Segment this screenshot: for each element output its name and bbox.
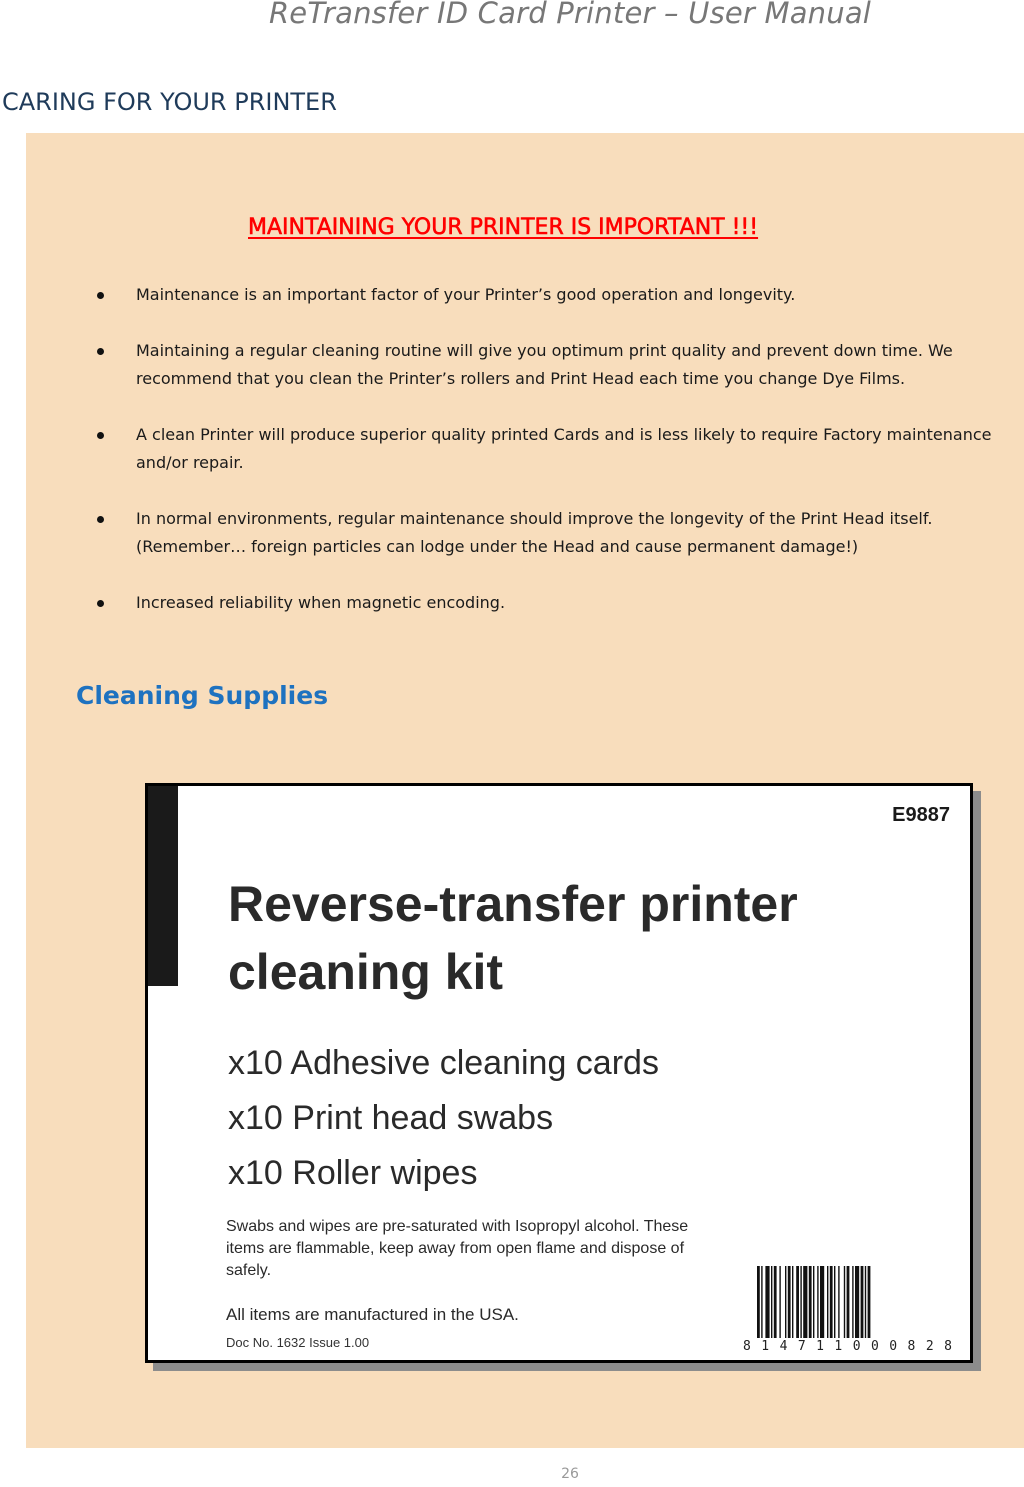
- barcode: [743, 1266, 953, 1356]
- barcode-digit: 4: [779, 1339, 789, 1354]
- kit-code: E9887: [892, 804, 950, 826]
- kit-item: x10 Adhesive cleaning cards: [228, 1044, 659, 1082]
- barcode-digit: 0: [889, 1339, 899, 1354]
- barcode-digit: 7: [797, 1339, 807, 1354]
- barcode-bar: [861, 1266, 864, 1338]
- list-item-text: Maintaining a regular cleaning routine will give you optimum print quality and prevent down time. We recommend that you clean the Printer’s rollers and Print Head each time you change Dye Films.: [136, 341, 953, 388]
- barcode-bar: [865, 1266, 866, 1338]
- barcode-bar: [785, 1266, 786, 1338]
- barcode-digit: 1: [761, 1339, 771, 1354]
- cleaning-supplies-heading: Cleaning Supplies: [76, 681, 329, 710]
- kit-item: x10 Roller wipes: [228, 1154, 478, 1192]
- list-item: [96, 337, 1024, 393]
- barcode-bar: [757, 1266, 760, 1338]
- section-title: CARING FOR YOUR PRINTER: [2, 88, 337, 116]
- list-item-text: Increased reliability when magnetic encoding.: [136, 593, 506, 612]
- barcode-bar: [809, 1266, 812, 1338]
- barcode-bar: [771, 1266, 772, 1338]
- barcode-bar: [803, 1266, 807, 1338]
- bullet-icon: [97, 600, 104, 607]
- barcode-bar: [830, 1266, 833, 1338]
- barcode-bar: [765, 1266, 769, 1338]
- bullet-icon: [97, 292, 104, 299]
- barcode-bar: [796, 1266, 799, 1338]
- barcode-digit: 8: [743, 1339, 752, 1354]
- kit-safety-note: Swabs and wipes are pre-saturated with Isopropyl alcohol. These items are flammable, keep away from open flame and dispose of safely.: [226, 1218, 689, 1279]
- bullet-icon: [97, 516, 104, 523]
- list-item: [96, 589, 1024, 617]
- barcode-bar: [868, 1266, 871, 1338]
- barcode-bar: [844, 1266, 845, 1338]
- cleaning-kit-label-image: [145, 783, 973, 1363]
- barcode-digit: 8: [907, 1339, 917, 1354]
- kit-item: x10 Print head swabs: [228, 1099, 554, 1137]
- barcode-bar: [847, 1266, 850, 1338]
- barcode-bar: [855, 1266, 859, 1338]
- barcode-digit: 2: [925, 1339, 935, 1354]
- barcode-bar: [774, 1266, 777, 1338]
- barcode-bar: [813, 1266, 814, 1338]
- barcode-bars: [743, 1266, 953, 1338]
- header-title: ReTransfer ID Card Printer – User Manual: [268, 0, 872, 30]
- list-item: [96, 281, 1024, 309]
- barcode-bar: [838, 1266, 839, 1338]
- warning-heading: MAINTAINING YOUR PRINTER IS IMPORTANT !!!: [248, 215, 759, 240]
- barcode-bar: [827, 1266, 828, 1338]
- barcode-bar: [779, 1266, 780, 1338]
- barcode-bar: [792, 1266, 793, 1338]
- barcode-bar: [788, 1266, 791, 1338]
- barcode-digit: 1: [816, 1339, 825, 1354]
- kit-doc-number: Doc No. 1632 Issue 1.00: [226, 1335, 370, 1350]
- barcode-digit: 0: [852, 1339, 862, 1354]
- kit-item-list: [228, 1036, 659, 1201]
- label-bar: [148, 786, 178, 986]
- bullet-icon: [97, 348, 104, 355]
- barcode-digit: 0: [870, 1339, 880, 1354]
- bullet-icon: [97, 432, 104, 439]
- kit-made-in: All items are manufactured in the USA.: [226, 1305, 519, 1324]
- barcode-bar: [817, 1266, 818, 1338]
- list-item: [96, 505, 1024, 561]
- list-item: [96, 421, 1024, 477]
- barcode-bar: [761, 1266, 762, 1338]
- bullet-list: [96, 281, 1024, 645]
- list-item-text: In normal environments, regular maintenance should improve the longevity of the Print Head itself. (Remember… foreign particles can lodge under the Head and cause permanent damage!): [136, 509, 933, 556]
- barcode-digit: 1: [834, 1339, 844, 1354]
- barcode-bar: [820, 1266, 824, 1338]
- barcode-bar: [800, 1266, 801, 1338]
- list-item-text: A clean Printer will produce superior quality printed Cards and is less likely to require Factory maintenance and/or repair.: [136, 425, 992, 472]
- page-number: 26: [561, 1466, 579, 1482]
- barcode-bar: [852, 1266, 853, 1338]
- kit-heading: Reverse-transfer printer cleaning kit: [228, 876, 798, 1000]
- barcode-bar: [834, 1266, 835, 1338]
- list-item-text: Maintenance is an important factor of your Printer’s good operation and longevity.: [136, 285, 796, 304]
- barcode-digits: [743, 1339, 953, 1354]
- barcode-digit: 8: [944, 1339, 953, 1354]
